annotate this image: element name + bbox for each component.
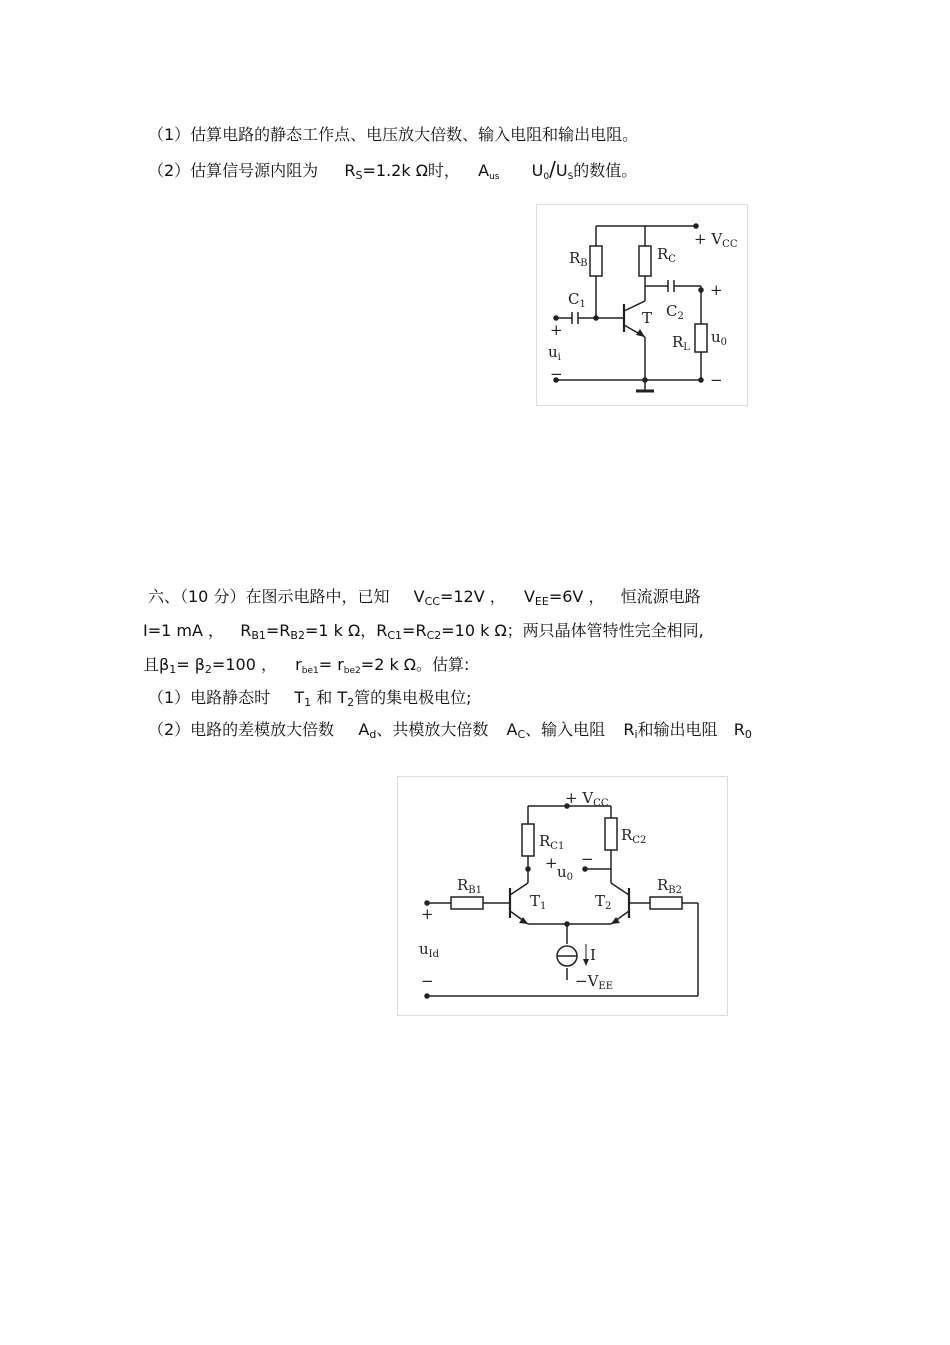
rc1-label: $R_{C1}$ [539, 832, 565, 852]
uo-subscript: 0 [543, 172, 550, 182]
rb2-subscript: B2 [290, 629, 305, 642]
ui-minus: − [550, 365, 563, 383]
ad-subscript: d [369, 728, 377, 741]
ri-symbol: R [623, 720, 635, 739]
rs-subscript: S [355, 169, 363, 182]
beta2-subscript: 2 [204, 663, 212, 676]
rb-eq: =R [265, 621, 291, 640]
q6-line-4-prefix: （1）电路静态时 [148, 688, 271, 707]
q6-line-5-mid2: 、输入电阻 [525, 720, 606, 739]
aus-subscript: us [489, 172, 500, 182]
c2-label: $C_2$ [666, 302, 684, 322]
q6-line-1-suffix: 恒流源电路 [620, 587, 701, 606]
ac-subscript: C [517, 728, 526, 741]
us-subscript: S [567, 172, 574, 182]
vcc-subscript: CC [424, 595, 440, 608]
q5-line-2-suffix: 的数值。 [573, 161, 638, 180]
current-source-label: I [590, 946, 596, 964]
rb2-label: $R_{B2}$ [657, 876, 683, 896]
rc2-label: $R_{C2}$ [621, 826, 647, 846]
differential-amplifier-circuit [397, 776, 728, 1016]
ui-label: $u_i$ [548, 343, 561, 363]
beta-prefix: 且β [143, 655, 170, 674]
t1-symbol: T [294, 688, 305, 707]
t2-subscript: 2 [347, 696, 355, 709]
uid-minus: − [421, 972, 434, 990]
current-value: I=1 mA ， [143, 621, 225, 640]
vee-subscript: EE [534, 595, 549, 608]
q6-line-2 [143, 621, 704, 643]
rs-value: =1.2k Ω时， [362, 161, 460, 180]
q6-line-4-suffix: 管的集电极电位; [354, 688, 472, 707]
uo-plus: + [710, 281, 723, 299]
rc-eq: =R [402, 621, 427, 640]
beta-value: =100 ， [211, 655, 277, 674]
uid-plus: + [421, 905, 434, 923]
t2-symbol: T [337, 688, 348, 707]
t1-label: $T_1$ [530, 892, 547, 912]
ad-symbol: A [358, 720, 370, 739]
q5-line-1: （1）估算电路的静态工作点、电压放大倍数、输入电阻和输出电阻。 [148, 125, 639, 144]
beta-eq: = β [176, 655, 205, 674]
vee-symbol: V [523, 587, 535, 606]
t2-label: $T_2$ [595, 892, 612, 912]
t1-subscript: 1 [304, 696, 312, 709]
uo-minus-label: − [581, 850, 594, 868]
q6-line-3 [143, 655, 469, 678]
uo2-label: $u_0$ [557, 863, 574, 883]
rb-value: =1 k Ω， [304, 621, 377, 640]
rbe-eq: = r [318, 655, 344, 674]
q6-line-1-prefix: 六、（10 分）在图示电路中，已知 [148, 587, 390, 606]
rc2-subscript: C2 [426, 629, 442, 642]
q6-line-5 [148, 720, 752, 742]
q6-line-1 [148, 587, 701, 609]
rl-label: $R_L$ [672, 333, 690, 353]
uo-symbol: U [531, 161, 544, 180]
q5-line-2-prefix: （2）估算信号源内阻为 [148, 161, 319, 180]
rb1-label: $R_{B1}$ [457, 876, 483, 896]
ac-symbol: A [506, 720, 518, 739]
ce-amplifier-circuit [536, 204, 748, 406]
ratio-slash: / [549, 157, 556, 181]
beta1-subscript: 1 [169, 663, 177, 676]
vcc-label: + $V_{CC}$ [694, 230, 738, 250]
rb1-subscript: B1 [251, 629, 266, 642]
uo-label: $u_0$ [711, 328, 728, 348]
rc1-subscript: C1 [387, 629, 403, 642]
ro-symbol: R [733, 720, 745, 739]
rbe1-subscript: be1 [301, 666, 319, 676]
ri-subscript: i [634, 728, 638, 741]
rc-value: =10 k Ω；两只晶体管特性完全相同, [441, 621, 704, 640]
rc-label: $R_C$ [657, 245, 676, 265]
rc1-symbol: R [376, 621, 388, 640]
q6-line-5-mid3: 和输出电阻 [637, 720, 718, 739]
uid-label: $u_{Id}$ [419, 940, 440, 960]
q6-line-5-prefix: （2）电路的差模放大倍数 [148, 720, 335, 739]
vcc-value: =12V ， [439, 587, 506, 606]
q6-line-4 [148, 688, 472, 710]
vcc2-label: + $V_{CC}$ [565, 789, 609, 809]
c1-label: $C_1$ [568, 290, 586, 310]
us-symbol: U [555, 161, 568, 180]
ro-subscript: 0 [744, 728, 752, 741]
rb1-symbol: R [240, 621, 252, 640]
q5-line-2 [148, 159, 637, 184]
ui-plus: + [550, 321, 563, 339]
rb-label: $R_B$ [569, 249, 588, 269]
rbe1-symbol: r [295, 655, 302, 674]
transistor-label: T [642, 309, 653, 327]
rs-symbol: R [344, 161, 356, 180]
uo-minus: − [710, 371, 723, 389]
vee-label: $-V_{EE}$ [575, 972, 614, 992]
vee-value: =6V ， [548, 587, 605, 606]
q6-line-5-mid1: 、共模放大倍数 [376, 720, 489, 739]
aus-symbol: A [478, 161, 490, 180]
rbe2-subscript: be2 [343, 666, 361, 676]
vcc-symbol: V [413, 587, 425, 606]
rbe-value: =2 k Ω。估算: [360, 655, 470, 674]
uo-plus-label: + [545, 854, 558, 872]
q6-line-4-mid: 和 [316, 688, 333, 707]
